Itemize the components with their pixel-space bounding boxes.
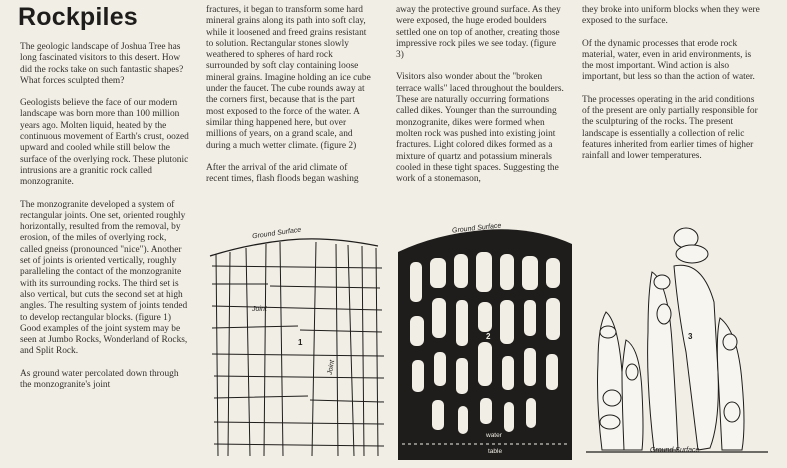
paragraph: Visitors also wonder about the "broken terrace walls" laced throughout the boulders. These are naturally occurring formations called dikes. Younger than the surrounding monzogranite, dikes were formed when molten rock was pushed into existing joint fractures. Light colored dikes formed as a mixture of quartz and potassium minerals cooled in these tight spaces. Suggesting the work of a stonemason,	[396, 72, 564, 185]
joint-label: Joint	[326, 359, 337, 376]
figure-3-rockpile	[582, 222, 772, 460]
column-1	[20, 42, 190, 402]
ground-surface-label: Ground Surface	[650, 447, 700, 454]
joint-label: Joint	[252, 306, 267, 313]
figure-number: 2	[486, 332, 491, 341]
paragraph: Of the dynamic processes that erode rock material, water, even in arid environments, is the most important. Wind action is also important, but less so than the action of water.	[582, 38, 755, 83]
paragraph: The monzogranite developed a system of rectangular joints. One set, oriented roughly horizontally, resulted from the removal, by erosion, of the miles of overlying rock, called gneiss (pronounced "nice"). Another set of joints is oriented vertically, roughly paralleling the contact of the monzogranite with its surrounding rocks. The third set is also vertical, but cuts the second set at high angles. The resulting system of joints tended to develop rectangular blocks. (figure 1) Good examples of the joint system may be seen at Jumbo Rocks, Wonderland of Rocks, and Split Rock.	[20, 199, 188, 357]
water-table-label: water	[486, 432, 502, 439]
paragraph: The geologic landscape of Joshua Tree has long fascinated visitors to this desert. How did the rocks take on such fantastic shapes? What forces sculpted them?	[20, 42, 184, 86]
weathering-drawing	[396, 224, 574, 460]
paragraph: fractures, it began to transform some hard mineral grains along its path into soft clay, while it loosened and freed grains resistant to solution. Rectangular stones slowly weathered to spheres of hard rock surrounded by soft clay containing loose mineral grains. Imagine holding an ice cube under the faucet. The cube rounds away at the corners first, because that is the part most exposed to the force of the water. A similar thing happened here, but over millions of years, on a grand scale, and during a much wetter climate. (figure 2)	[206, 5, 371, 151]
paragraph: As ground water percolated down through the monzogranite's joint	[20, 368, 179, 391]
paragraph: away the protective ground surface. As they were exposed, the huge eroded boulders settled one on top of another, creating those impressive rock piles we see today. (figure 3)	[396, 5, 561, 61]
paragraph: they broke into uniform blocks when they were exposed to the surface.	[582, 5, 760, 27]
paragraph: After the arrival of the arid climate of recent times, flash floods began washing	[206, 162, 359, 185]
figure-1-joint-system	[208, 226, 388, 460]
column-3	[396, 5, 566, 196]
ground-surface-label: Ground Surface	[451, 222, 502, 235]
page-title: Rockpiles	[18, 3, 138, 31]
paragraph: The processes operating in the arid conditions of the present are only partially responsible for the sculpturing of the rocks. The present landscape is essentially a collection of relic features inherited from earlier times of higher rainfall and lower temperatures.	[582, 94, 758, 162]
figure-number: 1	[298, 338, 303, 347]
column-2	[206, 5, 371, 196]
ground-surface-label: Ground Surface	[251, 226, 302, 241]
water-table-label: table	[488, 448, 503, 455]
figure-2-weathering	[396, 224, 574, 460]
paragraph: Geologists believe the face of our modern landscape was born more than 100 million years ago. Molten liquid, heated by the continuous movement of Earth's crust, oozed upward and cooled while still below the surface of the overlying rock. These plutonic intrusions are a granitic rock called monzogranite.	[20, 98, 189, 188]
column-4	[582, 5, 764, 174]
rockpile-drawing	[582, 222, 772, 460]
figure-number: 3	[688, 332, 693, 341]
